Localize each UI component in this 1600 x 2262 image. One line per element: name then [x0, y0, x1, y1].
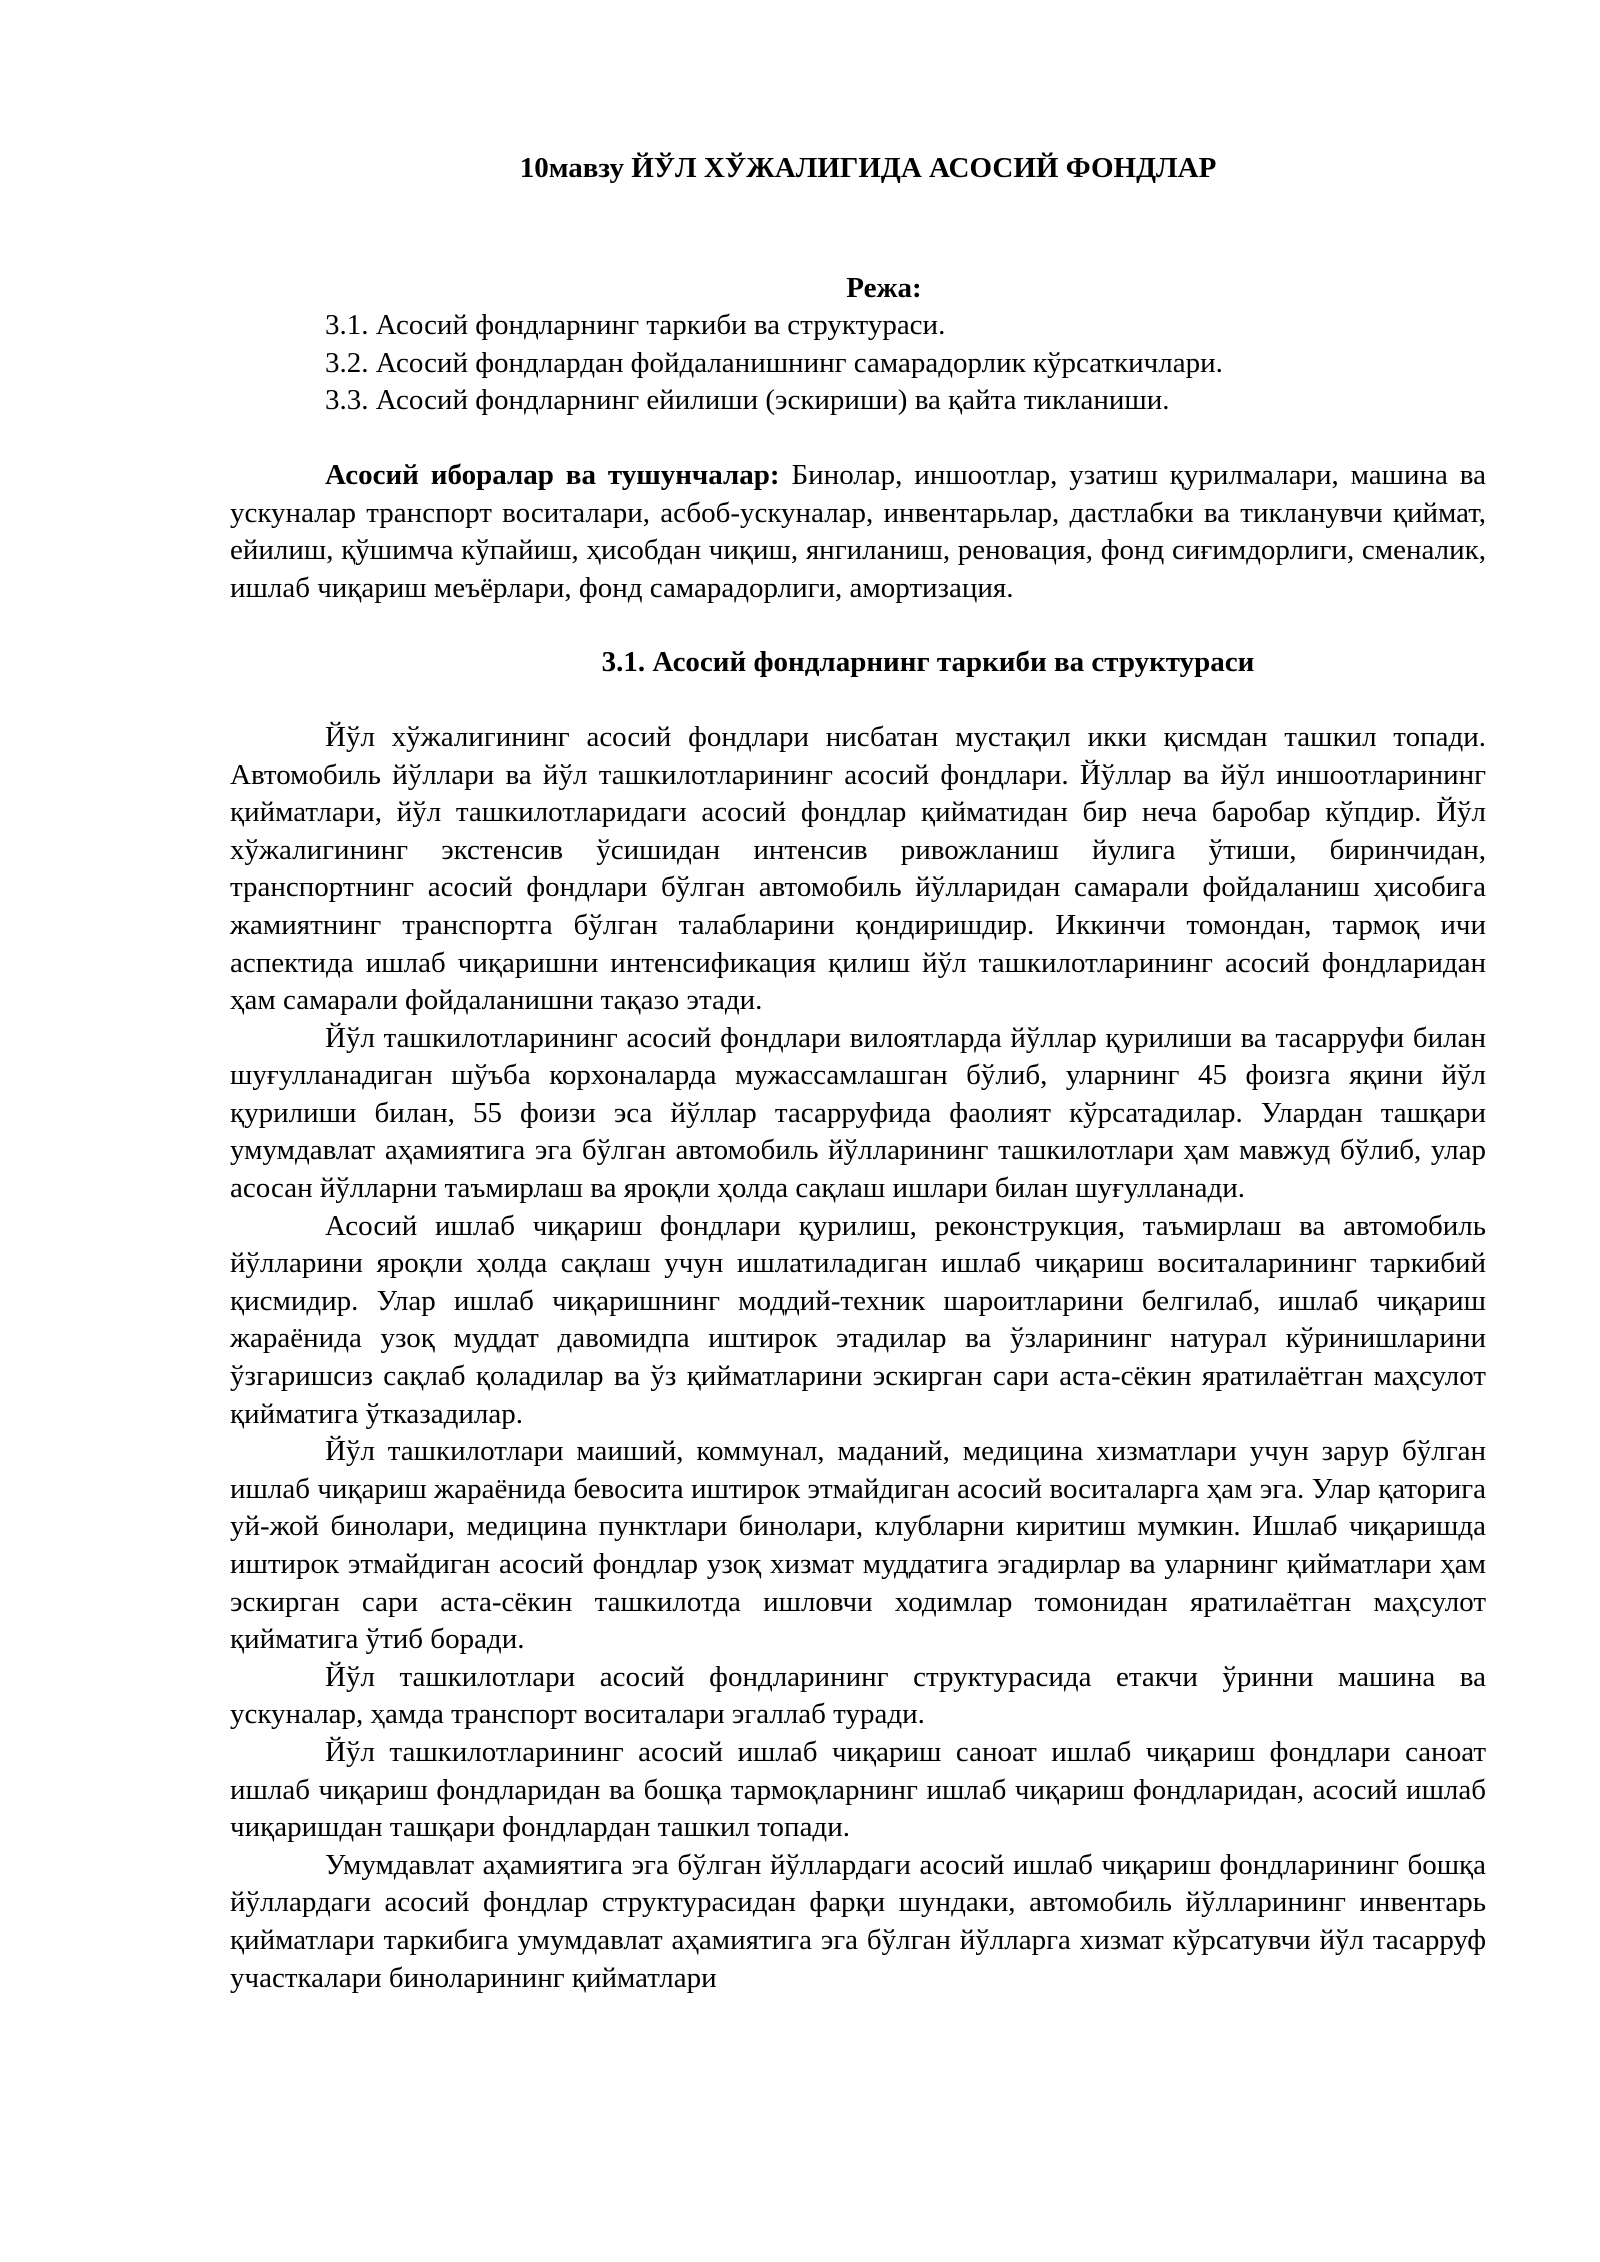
plan-item: 3.3. Асосий фондларнинг ейилиши (эскириши) ва қайта тикланиши. — [325, 384, 1170, 417]
key-terms-text: Бинолар, иншоотлар, узатиш қурилмалари, машина ва ускуналар транспорт воситалари, асбоб-ускуналар, инвентарьлар, дастлабки ва тикланувчи қиймат, ейилиш, қўшимча кўпайиш, ҳисобдан чиқиш, янгиланиш, реновация, фонд сиғимдорлиги, сменалик, ишлаб чиқариш меъёрлари, фонд самарадорлиги, амортизация. — [230, 458, 1486, 604]
key-terms-paragraph — [230, 457, 1486, 607]
section-heading: 3.1. Асосий фондларнинг таркиби ва структураси — [601, 646, 1255, 679]
document-page — [230, 150, 1486, 1997]
body-paragraph: Асосий ишлаб чиқариш фондлари қурилиш, реконструкция, таъмирлаш ва автомобиль йўлларини яроқли ҳолда сақлаш учун ишлатиладиган ишлаб чиқариш воситаларининг таркибий қисмидир. Улар ишлаб чиқаришнинг моддий-техник шароитларини белгилаб, ишлаб чиқариш жараёнида узоқ муддат давомидпа иштирок этадилар ва ўзларининг натурал кўринишларини ўзгаришсиз сақлаб қоладилар ва ўз қийматларини эскирган сари аста-сёкин яратилаётган маҳсулот қийматига ўтказадилар. — [230, 1209, 1486, 1430]
body-paragraph: Йўл хўжалигининг асосий фондлари нисбатан мустақил икки қисмдан ташкил топади. Автомобиль йўллари ва йўл ташкилотларининг асосий фондлари. Йўллар ва йўл иншоотларининг қийматлари, йўл ташкилотларидаги асосий фондлар қийматидан бир неча баробар кўпдир. Йўл хўжалигининг экстенсив ўсишидан интенсив ривожланиш йулига ўтиши, биринчидан, транспортнинг асосий фондлари бўлган автомобиль йўлларидан самарали фойдаланиш ҳисобига жамиятнинг транспортга бўлган талабларини қондиришдир. Иккинчи томондан, тармоқ ичи аспектида ишлаб чиқаришни интенсификация қилиш йўл ташкилотларининг асосий фондларидан ҳам самарали фойдаланишни тақазо этади. — [230, 720, 1486, 1017]
plan-item: 3.2. Асосий фондлардан фойдаланишнинг самарадорлик кўрсаткичлари. — [325, 346, 1223, 379]
body-paragraph: Йўл ташкилотлари асосий фондларининг структурасида етакчи ўринни машина ва ускуналар, ҳамда транспорт воситалари эгаллаб туради. — [230, 1660, 1486, 1731]
plan-list — [230, 307, 1486, 420]
plan-heading: Режа: — [846, 271, 922, 304]
document-title: 10мавзу ЙЎЛ ХЎЖАЛИГИДА АСОСИЙ ФОНДЛАР — [519, 152, 1217, 184]
body-paragraph: Йўл ташкилотлари маиший, коммунал, маданий, медицина хизматлари учун зарур бўлган ишлаб чиқариш жараёнида бевосита иштирок этмайдиган асосий воситаларга ҳам эга. Улар қаторига уй-жой бинолари, медицина пунктлари бинолари, клубларни киритиш мумкин. Ишлаб чиқаришда иштирок этмайдиган асосий фондлар узоқ хизмат муддатига эгадирлар ва уларнинг қийматлари ҳам эскирган сари аста-сёкин ташкилотда ишловчи ходимлар томонидан яратилаётган маҳсулот қийматига ўтиб боради. — [230, 1435, 1486, 1656]
key-terms-label: Асосий иборалар ва тушунчалар: — [325, 458, 780, 491]
plan-item: 3.1. Асосий фондларнинг таркиби ва структураси. — [325, 309, 946, 342]
body-paragraph: Йўл ташкилотларининг асосий фондлари вилоятларда йўллар қурилиши ва тасарруфи билан шуғулланадиган шўъба корхоналарда мужассамлашган бўлиб, уларнинг 45 фоизга яқини йўл қурилиши билан, 55 фоизи эса йўллар тасарруфида фаолият кўрсатадилар. Улардан ташқари умумдавлат аҳамиятига эга бўлган автомобиль йўлларининг ташкилотлари ҳам мавжуд бўлиб, улар асосан йўлларни таъмирлаш ва яроқли ҳолда сақлаш ишлари билан шуғулланади. — [230, 1021, 1486, 1205]
body-paragraph: Йўл ташкилотларининг асосий ишлаб чиқариш саноат ишлаб чиқариш фондлари саноат ишлаб чиқариш фондларидан ва бошқа тармоқларнинг ишлаб чиқариш фондларидан, асосий ишлаб чиқаришдан ташқари фондлардан ташкил топади. — [230, 1735, 1486, 1844]
body-paragraph: Умумдавлат аҳамиятига эга бўлган йўллардаги асосий ишлаб чиқариш фондларининг бошқа йўллардаги асосий фондлар структурасидан фарқи шундаки, автомобиль йўлларининг инвентарь қийматлари таркибига умумдавлат аҳамиятига эга бўлган йўлларга хизмат кўрсатувчи йўл тасарруф участкалари биноларининг қийматлари — [230, 1848, 1486, 1994]
